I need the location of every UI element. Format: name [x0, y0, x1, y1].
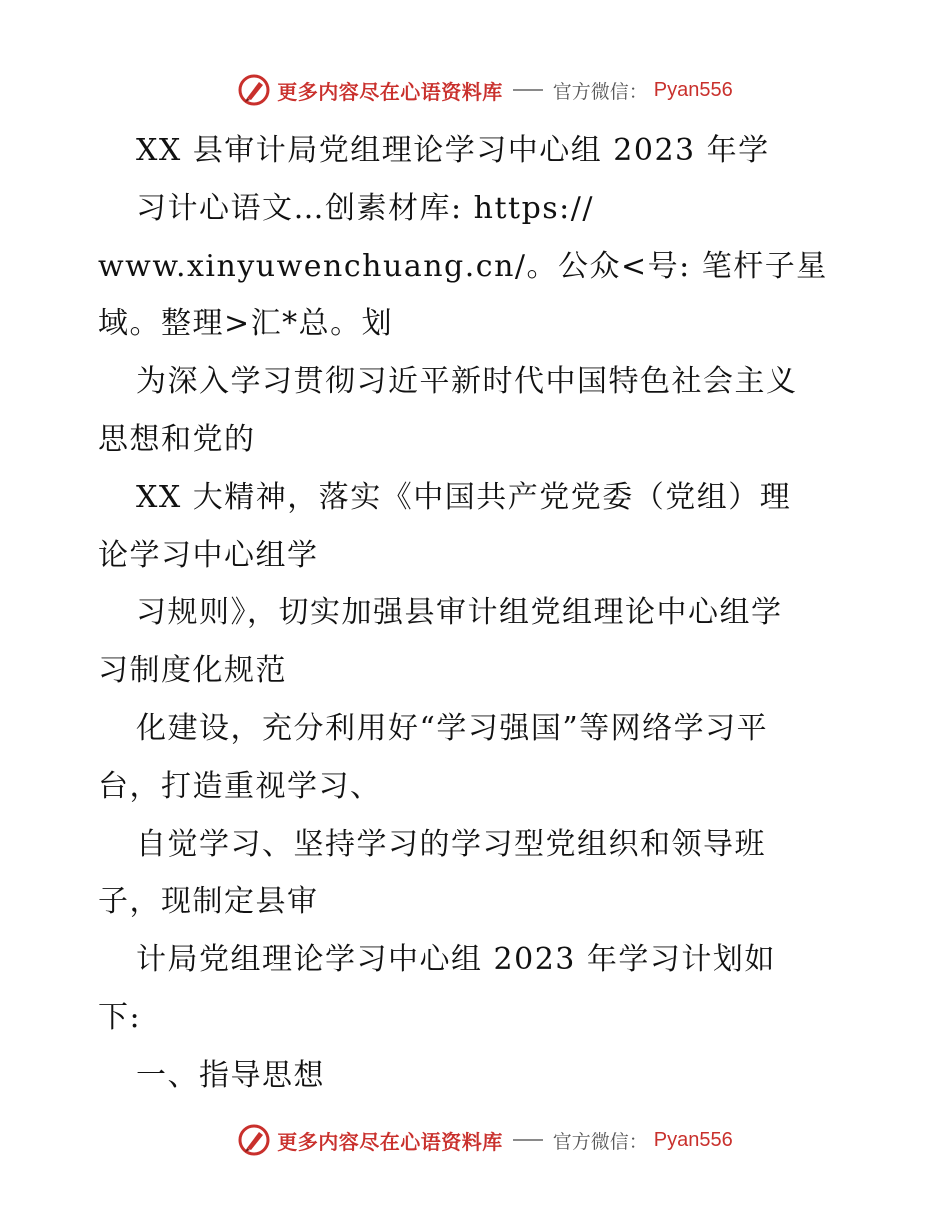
banner-content [237, 1123, 732, 1157]
text-line: 自觉学习、坚持学习的学习型党组织和领导班 [136, 826, 766, 862]
text-line: 为深入学习贯彻习近平新时代中国特色社会主义 [136, 364, 798, 400]
banner-promo-text: 更多内容尽在心语资料库 [277, 79, 503, 104]
text-line: 习制度化规范 [98, 653, 287, 689]
banner-contact-label: 官方微信： [552, 1130, 648, 1153]
quill-pen-logo-icon [237, 1123, 271, 1157]
text-line: 计局党组理论学习中心组 2023 年学习计划如 [136, 942, 776, 978]
text-line: 域。整理>汇*总。划 [98, 306, 394, 342]
text-line: 论学习中心组学 [98, 537, 319, 573]
header-watermark-banner [0, 68, 950, 112]
text-line: 习规则》，切实加强县审计组党组理论中心组学 [136, 595, 783, 631]
quill-pen-logo-icon [237, 73, 271, 107]
text-line: XX 县审计局党组理论学习中心组 2023 年学 [136, 133, 770, 168]
text-line: XX 大精神，落实《中国共产党党委（党组）理 [136, 479, 792, 515]
text-line: www.xinyuwenchuang.cn/。公众<号: 笔杆子星 [98, 248, 828, 284]
text-line: 习计心语文…创素材库: https:// [136, 190, 594, 226]
banner-content [237, 73, 732, 107]
text-line: 台，打造重视学习、 [98, 768, 382, 804]
banner-contact-id: Pyan556 [653, 1128, 733, 1151]
text-line: 一、指导思想 [136, 1057, 325, 1093]
text-line: 思想和党的 [98, 421, 256, 457]
banner-promo-text: 更多内容尽在心语资料库 [277, 1129, 503, 1154]
document-body [98, 122, 858, 1105]
text-line: 化建设，充分利用好“学习强国”等网络学习平 [136, 710, 769, 746]
banner-dash-divider [513, 89, 543, 91]
text-line: 下: [98, 999, 142, 1035]
footer-watermark-banner [0, 1118, 950, 1162]
banner-contact-id: Pyan556 [653, 78, 733, 101]
text-line: 子，现制定县审 [98, 884, 319, 920]
banner-contact-label: 官方微信： [552, 80, 648, 103]
banner-dash-divider [513, 1139, 543, 1141]
